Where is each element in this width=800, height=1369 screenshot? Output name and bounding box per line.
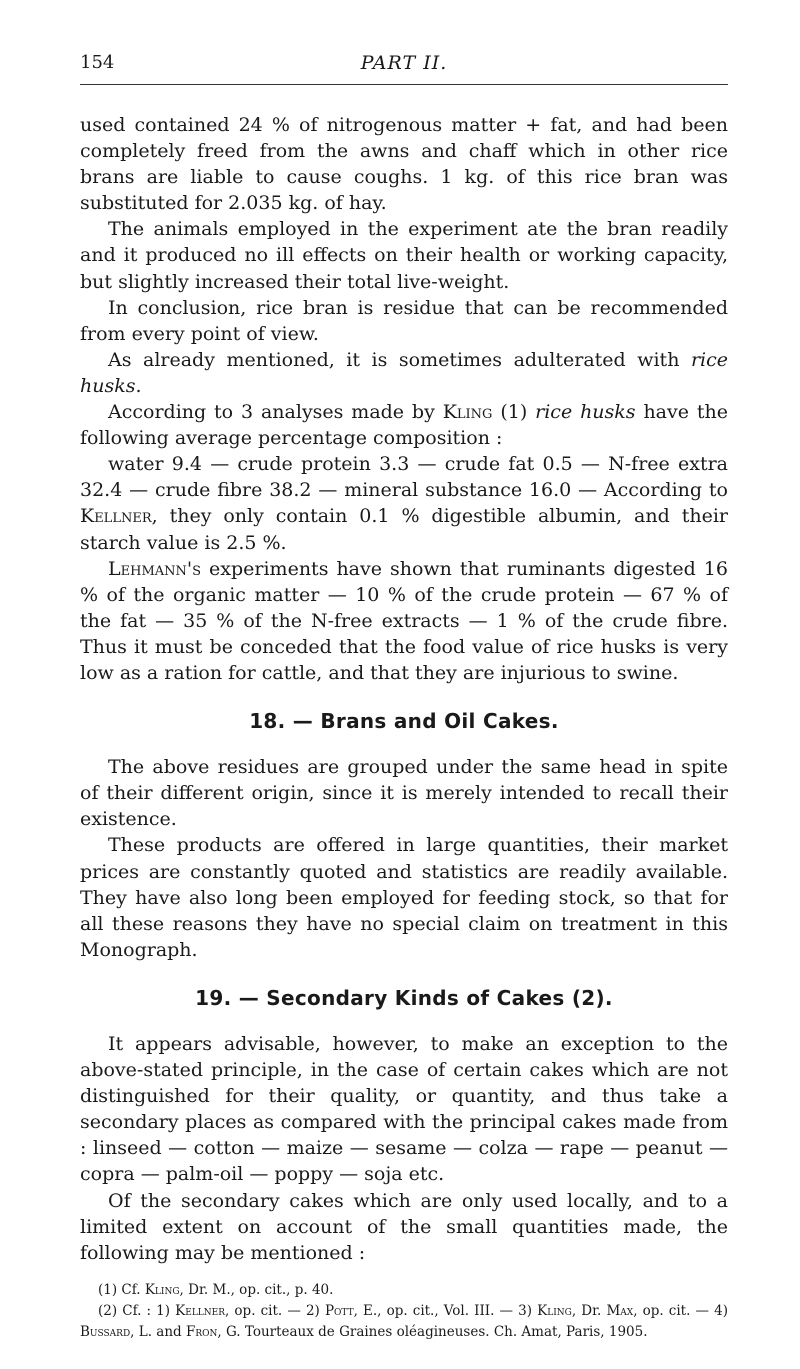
- author-name: Bussard: [80, 1323, 131, 1340]
- footnote: (2) Cf. : 1) Kellner, op. cit. — 2) Pott, E., op. cit., Vol. III. — 3) Kling, Dr. Max, op. cit. — 4) Bussard, L. and Fron, G. Tourteaux de Graines oléagineuses. Ch. Amat, Paris, 1905.: [80, 1302, 729, 1340]
- paragraph: The animals employed in the experiment ate the bran readily and it produced no ill effects on their health or working capacity, but slightly increased their total live-weight.: [80, 218, 728, 293]
- author-name: Kellner: [175, 1302, 226, 1319]
- page-header: [80, 52, 728, 82]
- paragraph: The above residues are grouped under the same head in spite of their different origin, since it is merely intended to recall their existence.: [80, 756, 728, 831]
- section-heading: 18. — Brans and Oil Cakes.: [249, 709, 559, 734]
- author-name: Kling: [144, 1281, 180, 1298]
- footnotes: [80, 1280, 728, 1343]
- section-heading: 19. — Secondary Kinds of Cakes (2).: [195, 985, 613, 1010]
- paragraph: Lehmann's experiments have shown that ruminants digested 16 % of the organic matter — 10 % of the crude protein — 67 % of the fat — 35 % of the N-free extracts — 1 % of the crude fibre. Thus it must be conceded that the food value of rice husks is very low as a ration for cattle, and that they are injurious to swine.: [80, 557, 728, 684]
- book-page: [80, 0, 728, 1369]
- paragraph: According to 3 analyses made by Kling (1) rice husks have the following average percentage composition :: [80, 401, 728, 450]
- paragraph: water 9.4 — crude protein 3.3 — crude fat 0.5 — N-free extra 32.4 — crude fibre 38.2 — mineral substance 16.0 — According to Kellner, they only contain 0.1 % digestible albumin, and their starch value is 2.5 %.: [80, 453, 728, 554]
- author-name: Pott: [324, 1302, 354, 1319]
- paragraph: used contained 24 % of nitrogenous matter + fat, and had been completely freed from the awns and chaff which in other rice brans are liable to cause coughs. 1 kg. of this rice bran was substituted for 2.035 kg. of hay.: [80, 114, 728, 215]
- author-name: Kling: [537, 1302, 572, 1319]
- header-rule: [80, 84, 728, 85]
- paragraph: In conclusion, rice bran is residue that can be recommended from every point of view.: [80, 296, 728, 345]
- footnote: (1) Cf. Kling, Dr. M., op. cit., p. 40.: [98, 1281, 334, 1298]
- paragraph: These products are offered in large quantities, their market prices are constantly quoted and statistics are readily available. They have also long been employed for feeding stock, so that for all these reasons they have no special claim on treatment in this Monograph.: [80, 834, 728, 961]
- emphasis: rice husks: [80, 348, 728, 397]
- author-name: Kellner: [80, 505, 152, 528]
- body-text: [80, 112, 728, 1343]
- page-number: 154: [80, 52, 115, 73]
- paragraph: As already mentioned, it is sometimes adulterated with rice husks.: [80, 348, 728, 397]
- author-name: Lehmann's: [108, 557, 202, 580]
- author-name: Max: [606, 1302, 634, 1319]
- emphasis: rice husks: [535, 401, 636, 424]
- author-name: Fron: [185, 1323, 218, 1340]
- author-name: Kling: [442, 401, 493, 424]
- paragraph: Of the secondary cakes which are only used locally, and to a limited extent on account of the small quantities made, the following may be mentioned :: [80, 1189, 728, 1264]
- running-title: PART II.: [360, 52, 448, 74]
- paragraph: It appears advisable, however, to make an exception to the above-stated principle, in the case of certain cakes which are not distinguished for their quality, or quantity, and thus take a secondary places as compared with the principal cakes made from : linseed — cotton — maize — sesame — colza — rape — peanut — copra — palm-oil — poppy — soja etc.: [80, 1033, 728, 1186]
